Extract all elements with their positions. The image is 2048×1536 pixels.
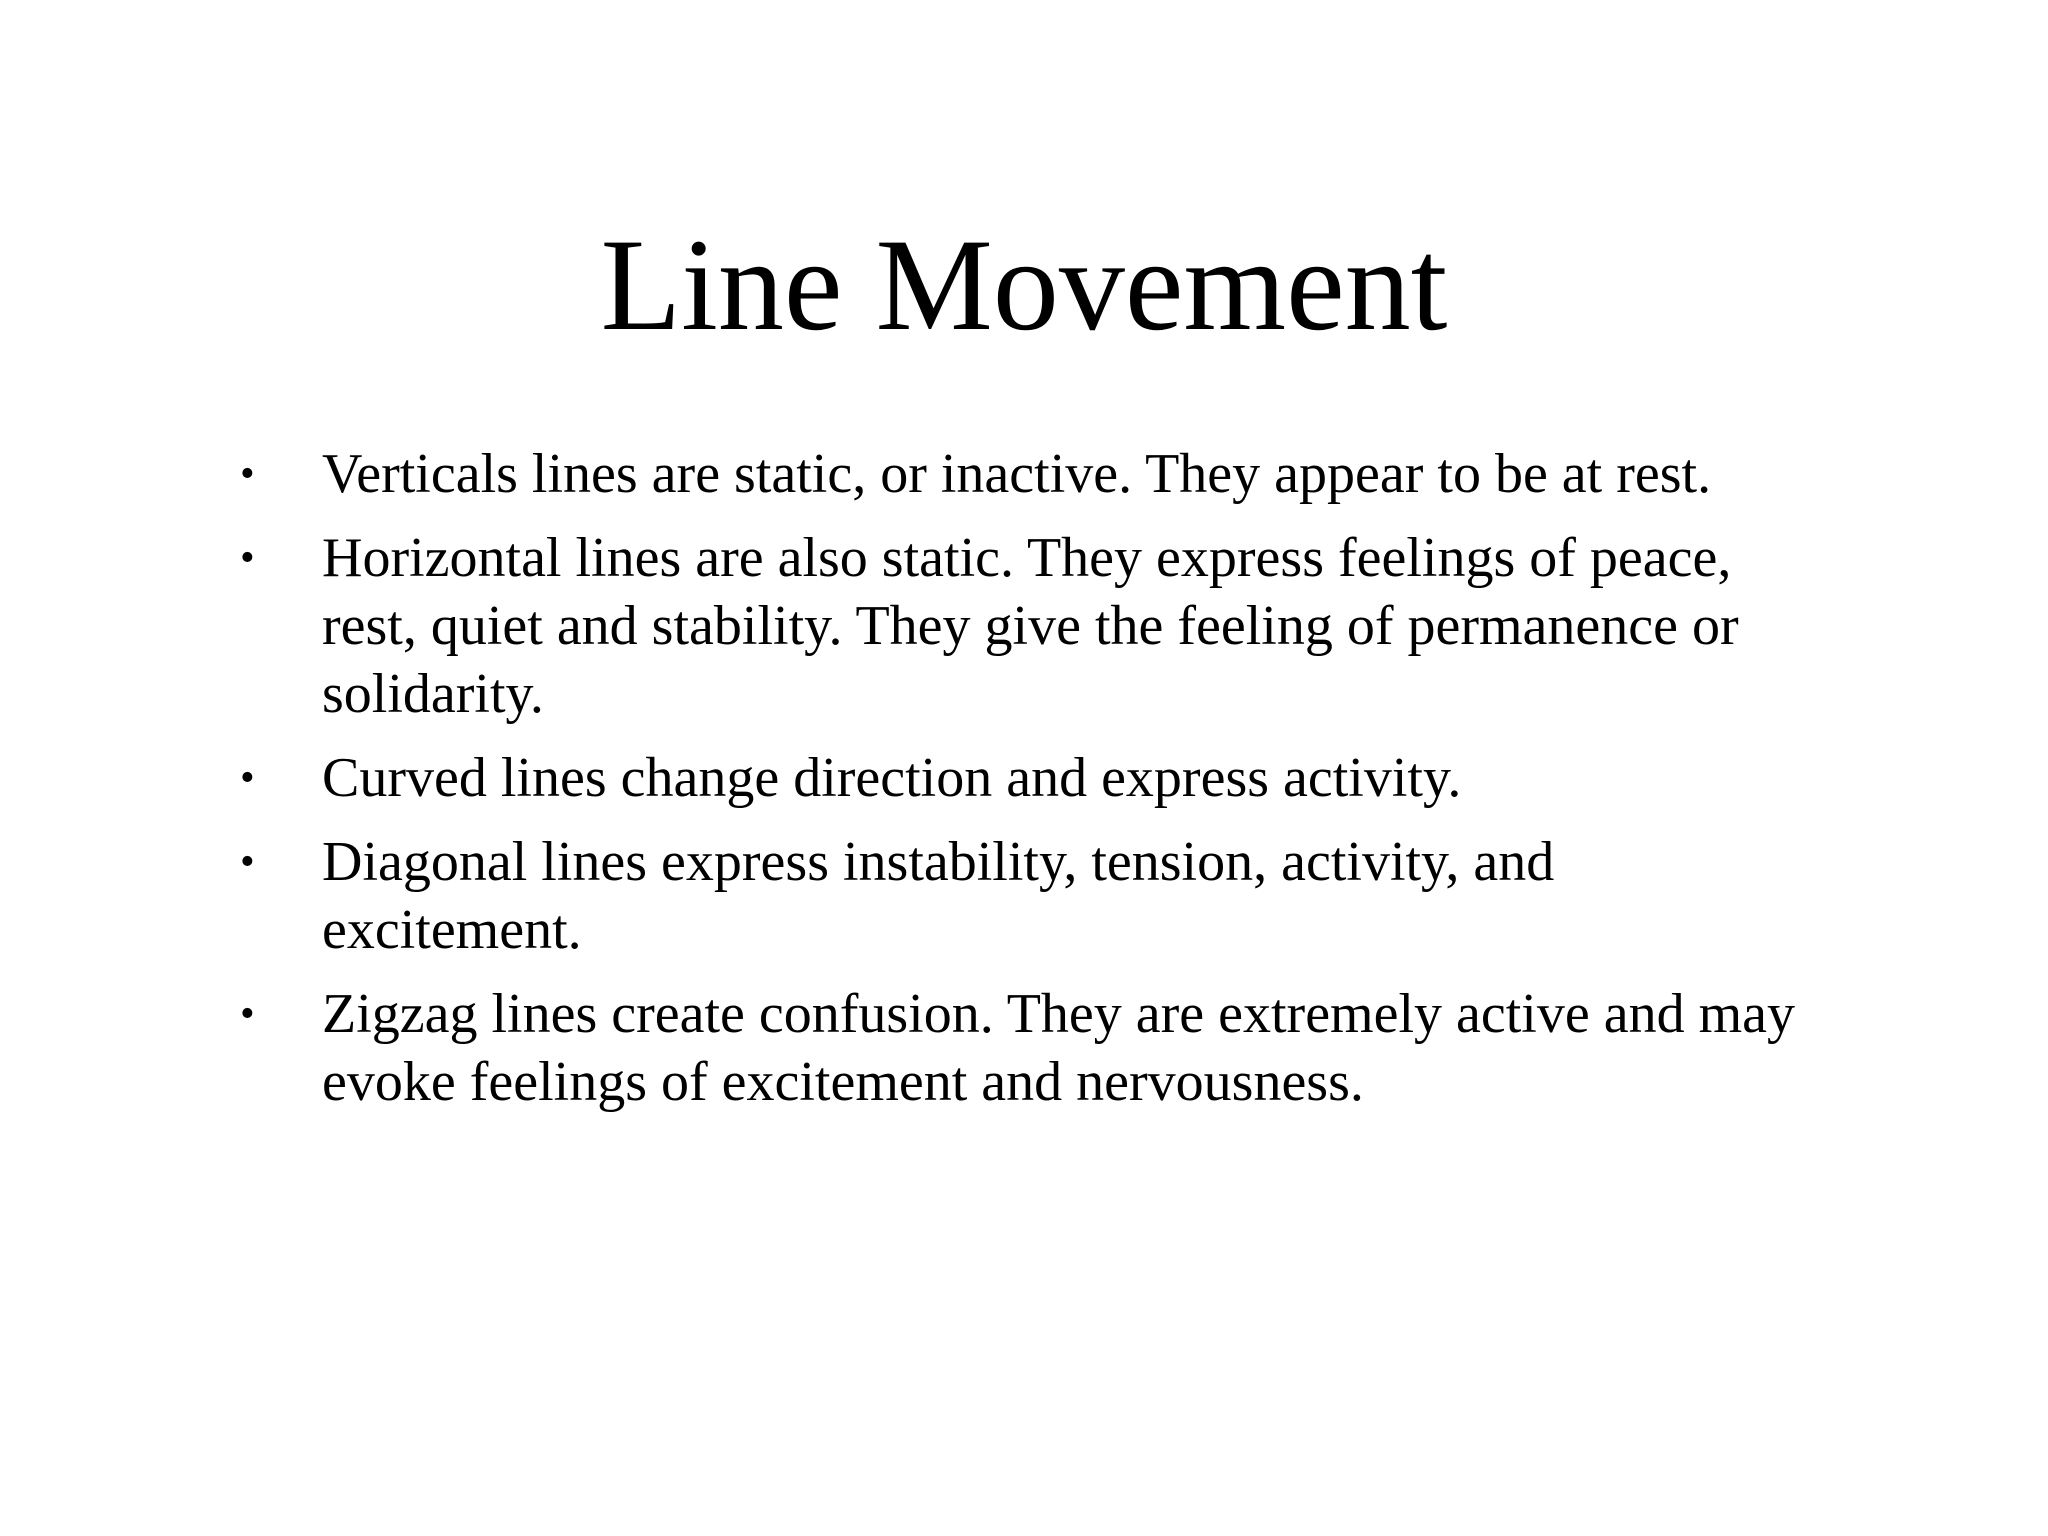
bullet-text: Diagonal lines express instability, tension, activity, and excitement. xyxy=(322,831,1555,961)
bullet-icon: • xyxy=(240,839,255,885)
bullet-item xyxy=(240,828,1800,964)
bullet-text: Horizontal lines are also static. They express feelings of peace, rest, quiet and stability. They give the feeling of permanence or solidarity. xyxy=(322,527,1739,725)
bullet-text: Curved lines change direction and express activity. xyxy=(322,747,1462,809)
bullet-item xyxy=(240,524,1800,728)
bullet-item xyxy=(240,744,1800,812)
bullet-icon: • xyxy=(240,991,255,1037)
bullet-text: Verticals lines are static, or inactive. They appear to be at rest. xyxy=(322,443,1712,505)
bullet-text: Zigzag lines create confusion. They are extremely active and may evoke feelings of excitement and nervousness. xyxy=(322,983,1795,1113)
slide-title: Line Movement xyxy=(600,211,1448,358)
bullet-list xyxy=(240,440,1800,1132)
bullet-icon: • xyxy=(240,755,255,801)
bullet-item xyxy=(240,980,1800,1116)
bullet-item xyxy=(240,440,1800,508)
bullet-icon: • xyxy=(240,451,255,497)
bullet-icon: • xyxy=(240,535,255,581)
